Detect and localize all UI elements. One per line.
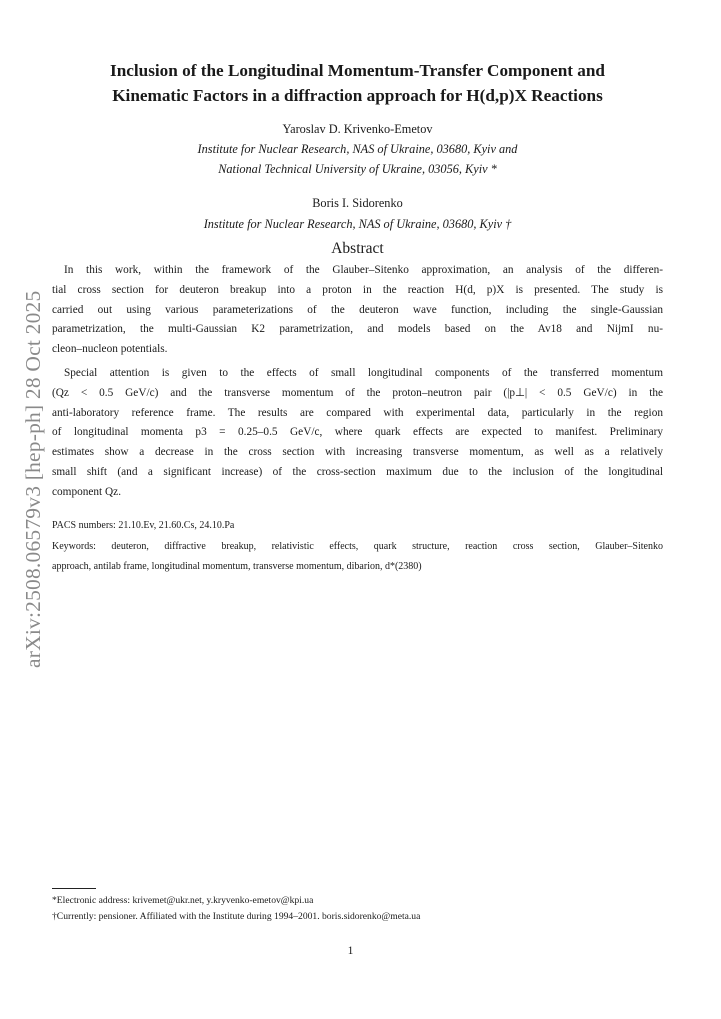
author-affiliation: Institute for Nuclear Research, NAS of Ukraine, 03680, Kyiv and — [197, 142, 518, 156]
footnote: *Electronic address: krivemet@ukr.net, y.kryvenko-emetov@kpi.ua — [52, 895, 314, 906]
abstract-paragraph — [52, 364, 663, 503]
abstract-line: of longitudinal momenta p3 = 0.25–0.5 GeV/c, where quark effects are expected to manifest. Preliminary — [52, 426, 663, 439]
abstract-line: anti-laboratory reference frame. The results are compared with experimental data, particularly in the region — [52, 406, 663, 419]
abstract-line: cleon–nucleon potentials. — [52, 343, 168, 356]
abstract-line: In this work, within the framework of the Glauber–Sitenko approximation, an analysis of the differen- — [64, 264, 663, 276]
author-name: Boris I. Sidorenko — [312, 196, 403, 210]
author-name: Yaroslav D. Krivenko-Emetov — [282, 122, 433, 136]
keywords-line: approach, antilab frame, longitudinal momentum, transverse momentum, dibarion, d*(2380) — [52, 561, 422, 572]
abstract-line: parametrization, the multi-Gaussian K2 parametrization, and models based on the Av18 and NijmI nu- — [52, 323, 663, 336]
abstract-line: component Qz. — [52, 485, 122, 498]
title-line: Kinematic Factors in a diffraction approach for H(d,p)X Reactions — [112, 86, 603, 105]
abstract-line: estimates show a decrease in the cross section with increasing transverse momentum, as well as a relatively — [52, 446, 663, 459]
author-affiliation: Institute for Nuclear Research, NAS of Ukraine, 03680, Kyiv † — [203, 217, 512, 231]
page-number: 1 — [347, 945, 354, 957]
title-line: Inclusion of the Longitudinal Momentum-Transfer Component and — [110, 61, 605, 80]
keywords-line: Keywords: deuteron, diffractive breakup, relativistic effects, quark structure, reaction cross section, Glauber–Sitenko — [52, 541, 663, 552]
footnote: †Currently: pensioner. Affiliated with the Institute during 1994–2001. boris.sidorenko@meta.ua — [52, 911, 421, 922]
abstract-line: tial cross section for deuteron breakup into a proton in the reaction H(d, p)X is presented. The study is — [52, 283, 663, 296]
abstract-line: (Qz < 0.5 GeV/c) and the transverse momentum of the proton–neutron pair (|p⊥| < 0.5 GeV/c) in the — [52, 386, 663, 399]
abstract-line: Special attention is given to the effects of small longitudinal components of the transferred momentum — [64, 367, 663, 379]
abstract-line: small shift (and a significant increase) of the cross-section maximum due to the inclusion of the longitudinal — [52, 465, 663, 478]
abstract-line: carried out using various parameterizations of the deuteron wave function, including the single-Gaussian — [52, 303, 663, 316]
abstract-paragraph — [52, 261, 663, 360]
arxiv-identifier-stamp[interactable]: arXiv:2508.06579v3 [hep-ph] 28 Oct 2025 — [21, 290, 45, 668]
pacs-numbers: PACS numbers: 21.10.Ev, 21.60.Cs, 24.10.Pa — [52, 520, 235, 531]
abstract-heading: Abstract — [331, 240, 384, 257]
author-affiliation: National Technical University of Ukraine, 03056, Kyiv * — [218, 162, 497, 176]
paper-title — [52, 58, 663, 108]
footnote-divider — [52, 888, 96, 889]
